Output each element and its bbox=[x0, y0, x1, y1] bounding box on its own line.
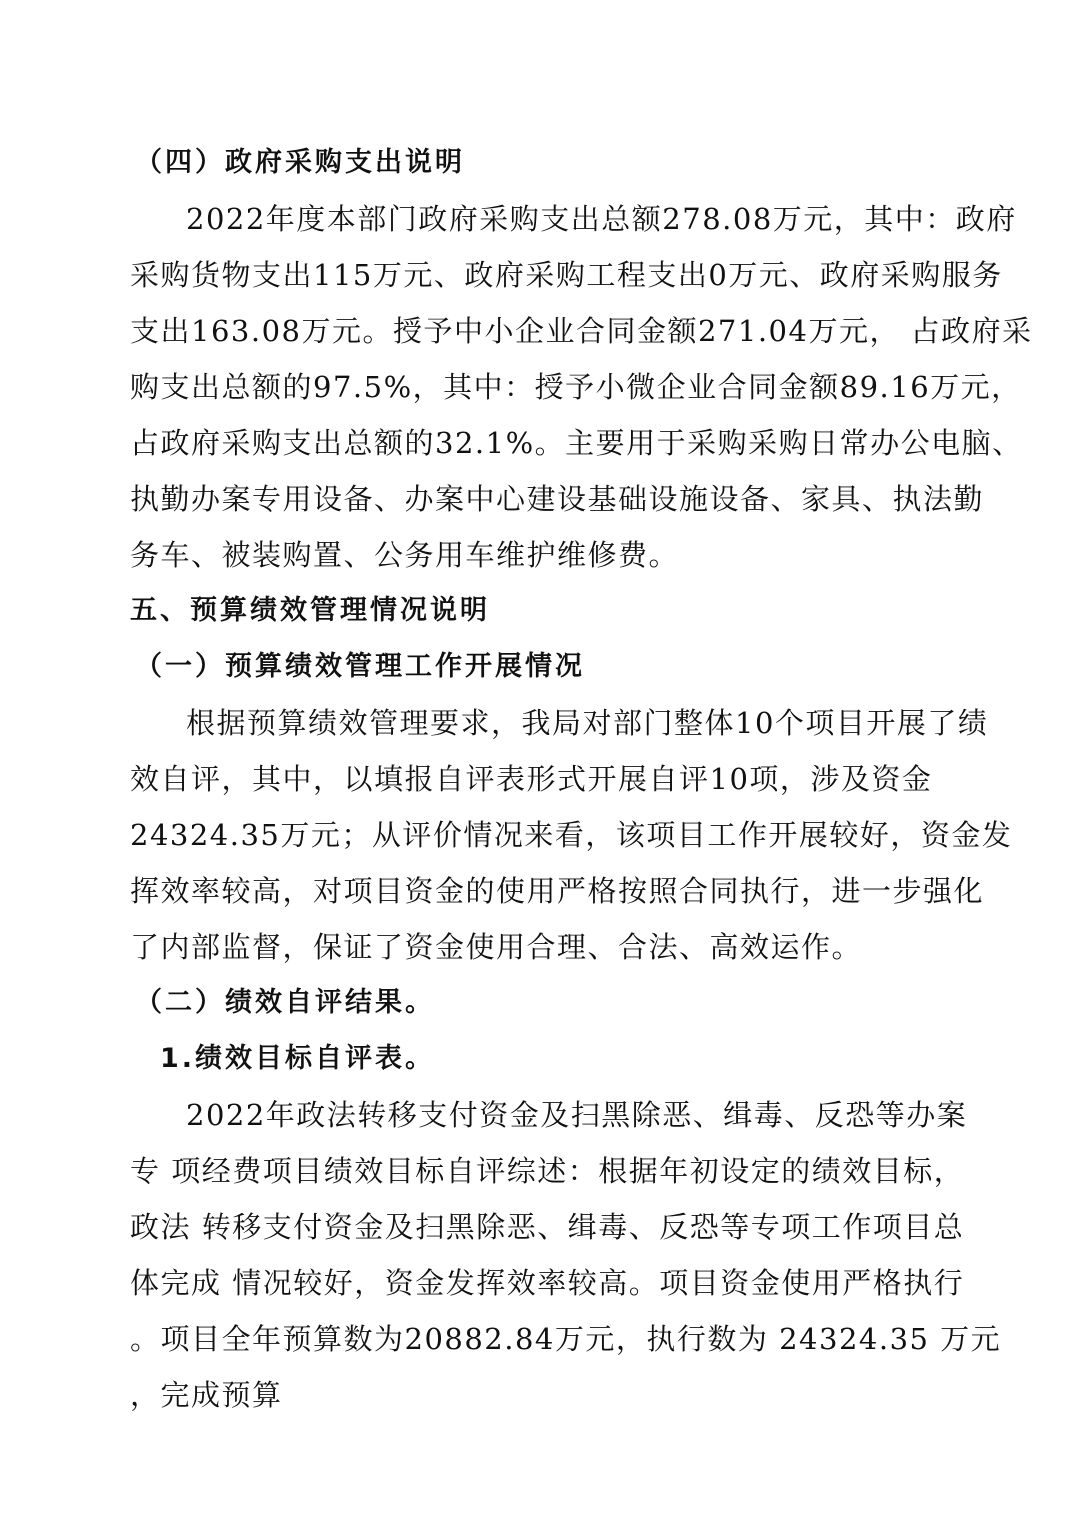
section-heading-government-procurement: （四）政府采购支出说明 bbox=[135, 147, 465, 178]
paragraph-line: 根据预算绩效管理要求，我局对部门整体10个项目开展了绩 bbox=[186, 706, 989, 740]
paragraph-line: 政法 转移支付资金及扫黑除恶、缉毒、反恐等专项工作项目总 bbox=[130, 1210, 965, 1244]
subsection-heading-performance-work: （一）预算绩效管理工作开展情况 bbox=[135, 651, 585, 682]
paragraph-line: 购支出总额的97.5%，其中：授予小微企业合同金额89.16万元， bbox=[130, 370, 1022, 404]
paragraph-line: 支出163.08万元。授予中小企业合同金额271.04万元， 占政府采 bbox=[130, 314, 1033, 348]
paragraph-line: 采购货物支出115万元、政府采购工程支出0万元、政府采购服务 bbox=[130, 258, 1003, 292]
paragraph-line: 2022年度本部门政府采购支出总额278.08万元，其中：政府 bbox=[186, 202, 1017, 236]
paragraph-line: 占政府采购支出总额的32.1%。主要用于采购采购日常办公电脑、 bbox=[130, 426, 1023, 460]
paragraph-line: 24324.35万元；从评价情况来看，该项目工作开展较好，资金发 bbox=[130, 818, 1013, 852]
paragraph-line: ，完成预算 bbox=[130, 1378, 283, 1412]
paragraph-line: 挥效率较高，对项目资金的使用严格按照合同执行，进一步强化 bbox=[130, 874, 985, 908]
paragraph-line: 执勤办案专用设备、办案中心建设基础设施设备、家具、执法勤 bbox=[130, 482, 985, 516]
paragraph-line: 务车、被装购置、公务用车维护维修费。 bbox=[130, 538, 680, 572]
paragraph-line: 体完成 情况较好，资金发挥效率较高。项目资金使用严格执行 bbox=[130, 1266, 965, 1300]
paragraph-line: 了内部监督，保证了资金使用合理、合法、高效运作。 bbox=[130, 930, 863, 964]
paragraph-line: 。项目全年预算数为20882.84万元，执行数为 24324.35 万元 bbox=[130, 1322, 1002, 1356]
paragraph-line: 专 项经费项目绩效目标自评综述：根据年初设定的绩效目标， bbox=[130, 1154, 965, 1188]
paragraph-line: 效自评，其中，以填报自评表形式开展自评10项，涉及资金 bbox=[130, 762, 933, 796]
item-heading-self-evaluation-table: 1.绩效目标自评表。 bbox=[160, 1043, 436, 1074]
section-heading-budget-performance: 五、预算绩效管理情况说明 bbox=[130, 595, 490, 626]
subsection-heading-self-evaluation: （二）绩效自评结果。 bbox=[135, 987, 435, 1018]
paragraph-line: 2022年政法转移支付资金及扫黑除恶、缉毒、反恐等办案 bbox=[186, 1098, 968, 1132]
